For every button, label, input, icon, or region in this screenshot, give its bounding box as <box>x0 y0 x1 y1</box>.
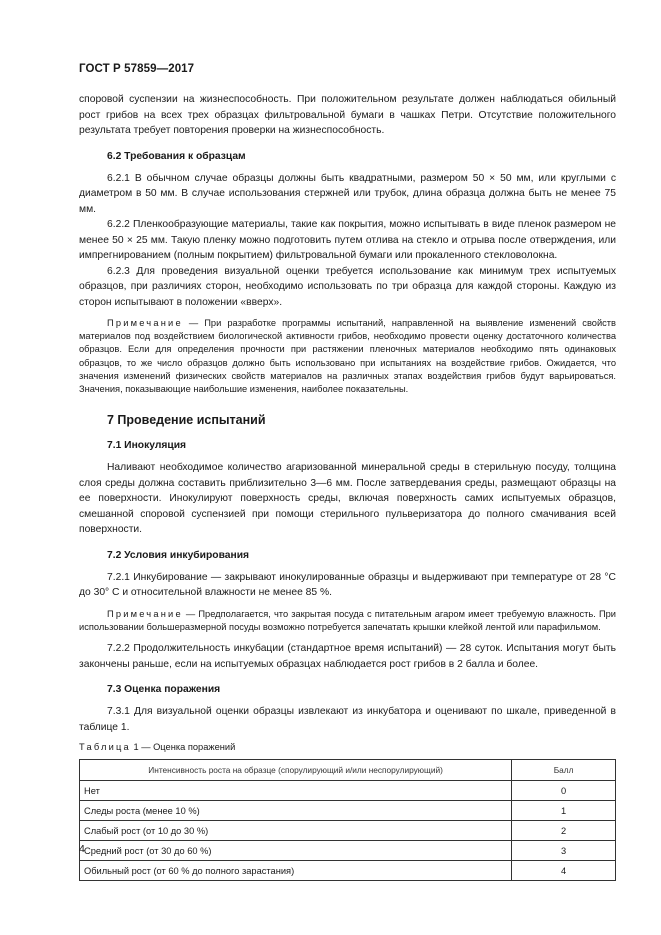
row-label: Слабый рост (от 10 до 30 %) <box>80 821 512 841</box>
table-row <box>80 821 616 841</box>
row-score: 2 <box>512 821 616 841</box>
row-label: Нет <box>80 781 512 801</box>
row-score: 0 <box>512 781 616 801</box>
paragraph-7-1: Наливают необходимое количество агаризованной минеральной среды в стерильную посуду, толщина слоя среды должна составить приблизительно 3—6 мм. После затвердевания среды, размещают образцы на ее поверхности. Инокулируют поверхность среды, включая поверхность самих испытуемых образцов, смешанной споровой суспензией при помощи стерильного пульверизатора до полного смачивания всей поверхности. <box>79 462 616 536</box>
paragraph-6-2-2: 6.2.2 Пленкообразующие материалы, такие как покрытия, можно испытывать в виде пленок размером не менее 50 × 25 мм. Такую пленку можно подготовить путем отлива на стекло и отрыва после отверждения, или импрегнированием (полным покрытием) фильтровальной бумаги или прокаленного стекловолокна. <box>79 219 616 261</box>
page-number: 4 <box>79 843 85 855</box>
section-heading-7: 7 Проведение испытаний <box>107 413 266 428</box>
table-row <box>80 801 616 821</box>
document-header: ГОСТ Р 57859—2017 <box>79 63 195 75</box>
row-label: Следы роста (менее 10 %) <box>80 801 512 821</box>
row-label: Средний рост (от 30 до 60 %) <box>80 841 512 861</box>
paragraph-6-2-1: 6.2.1 В обычном случае образцы должны быть квадратными, размером 50 × 50 мм, или круглыми с диаметром в 50 мм. В случае использования стержней или трубок, длина образца должна быть не менее 75 мм. <box>79 172 616 215</box>
note-text: — Предполагается, что закрытая посуда с питательным агаром имеет требуемую влажность. При использовании большеразмерной посуды возможно потребуется запечатать крышки клейкой лентой или парафильмом. <box>79 608 616 632</box>
table-caption-text: 1 — Оценка поражений <box>130 742 236 753</box>
table-row <box>80 781 616 801</box>
note-7-2 <box>79 608 616 634</box>
intro-paragraph: споровой суспензии на жизнеспособность. При положительном результате должен наблюдаться обильный рост грибов на всех трех образцах фильтровальной бумаги в чашках Петри. Отсутствие положительного результата требует повторения проверки на жизнеспособность. <box>79 94 616 136</box>
paragraph-6-2-3: 6.2.3 Для проведения визуальной оценки требуется использование как минимум трех испытуемых образцов, при различиях сторон, необходимо использовать по три образца для каждой стороны. Каждую из сторон испытывают в положении «вверх». <box>79 265 616 308</box>
note-label: Примечание <box>107 608 183 619</box>
document-body <box>79 92 616 881</box>
note-label: Примечание <box>107 318 183 328</box>
table-row <box>80 861 616 881</box>
paragraph-7-2-2: 7.2.2 Продолжительность инкубации (стандартное время испытаний) — 28 суток. Испытания могут быть закончены раньше, если на испытуемых образцах наблюдается рост грибов в 2 балла и более. <box>79 643 616 670</box>
section-heading-7-1: 7.1 Инокуляция <box>107 440 187 452</box>
table-caption <box>79 741 616 754</box>
assessment-table <box>79 759 616 881</box>
note-text: — При разработке программы испытаний, направленной на выявление изменений свойств материалов под воздействием биологической активности грибов, необходимо провести оценку достаточного количества образцов. Если для определения прочности при растяжении пленочных материалов необходимо пять одинаковых образцов, то же число образцов должно быть использовано при испытаниях на воздействие грибов. Ожидается, что значения изменений физических свойств материалов на различных этапах воздействия грибов будут варьироваться. Значения, показывающие наибольшие изменения, наиболее показательны. <box>79 318 616 395</box>
column-header-intensity: Интенсивность роста на образце (спорулирующий и/или неспорулирующий) <box>80 760 512 781</box>
row-score: 3 <box>512 841 616 861</box>
section-heading-7-3: 7.3 Оценка поражения <box>107 684 221 696</box>
paragraph-7-3-1: 7.3.1 Для визуальной оценки образцы извлекают из инкубатора и оценивают по шкале, приведенной в таблице 1. <box>79 706 616 733</box>
table-header-row <box>80 760 616 781</box>
column-header-score: Балл <box>512 760 616 781</box>
note-6-2 <box>79 317 616 396</box>
row-score: 4 <box>512 861 616 881</box>
paragraph-7-2-1: 7.2.1 Инкубирование — закрывают инокулированные образцы и выдерживают при температуре от 28 °С до 30° С и относительной влажности не менее 85 %. <box>79 571 616 599</box>
section-heading-7-2: 7.2 Условия инкубирования <box>107 549 250 561</box>
row-score: 1 <box>512 801 616 821</box>
section-heading-6-2: 6.2 Требования к образцам <box>107 150 246 162</box>
row-label: Обильный рост (от 60 % до полного зарастания) <box>80 861 512 881</box>
table-row <box>80 841 616 861</box>
table-caption-label: Таблица <box>79 742 131 753</box>
